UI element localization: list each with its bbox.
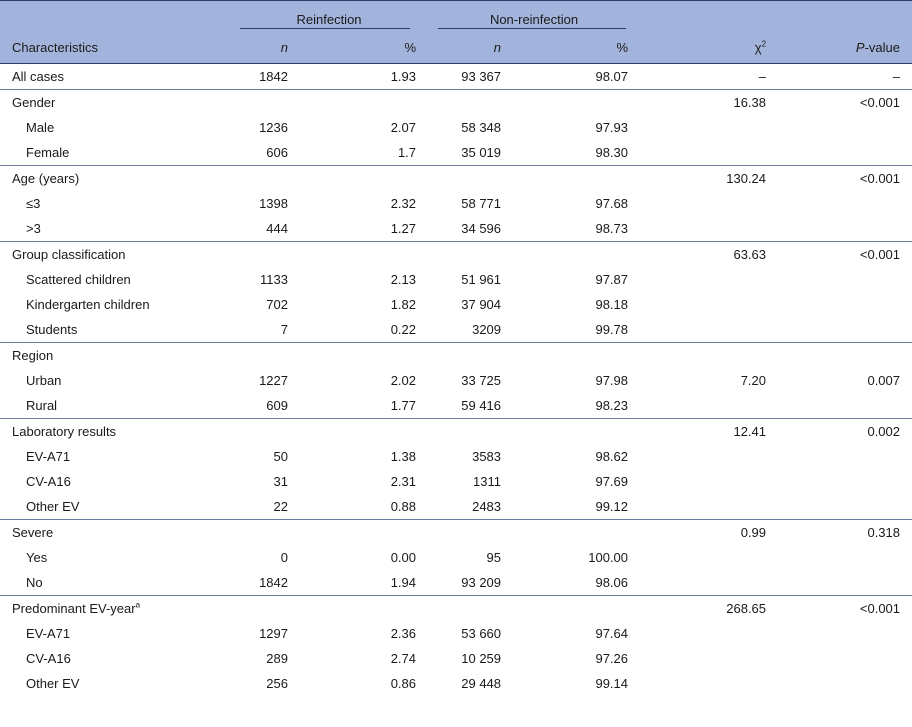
table-row [0, 646, 912, 671]
characteristic-label-text: Laboratory results [12, 424, 117, 439]
table-body [0, 64, 912, 697]
table-row [0, 671, 912, 696]
table-section-row [0, 343, 912, 369]
p-value-cell [778, 570, 912, 596]
p-value-cell [778, 545, 912, 570]
reinfection-n-cell: 1236 [259, 120, 288, 135]
characteristic-label [0, 570, 230, 596]
reinfection-pct-cell [300, 520, 428, 546]
table-row [0, 140, 912, 166]
reinfection-group-header [230, 1, 428, 32]
non-reinfection-pct-cell: 97.69 [595, 474, 629, 489]
table-row [0, 570, 912, 596]
chi-square-cell [640, 545, 778, 570]
characteristic-label-text: Other EV [26, 499, 80, 514]
characteristic-label-text: Age (years) [12, 171, 80, 186]
characteristic-label-text: Male [26, 120, 55, 135]
table-row [0, 216, 912, 242]
characteristic-label [0, 267, 230, 292]
characteristic-label-text: Female [26, 145, 70, 160]
p-value-cell [778, 292, 912, 317]
non-reinfection-n-cell [428, 419, 513, 445]
characteristic-label [0, 671, 230, 696]
non-reinfection-pct-cell [513, 242, 640, 268]
p-value-cell [778, 115, 912, 140]
non-reinfection-n-cell [428, 90, 513, 116]
chi-square-cell: 7.20 [740, 373, 767, 388]
chi-square-cell [640, 671, 778, 696]
p-value-cell: <0.001 [778, 166, 912, 192]
reinfection-pct-cell: 1.7 [397, 145, 417, 160]
table-section-row [0, 166, 912, 192]
non-reinfection-underline [438, 28, 626, 29]
characteristic-label-text: Students [26, 322, 78, 337]
non-reinfection-pct-cell: 100.00 [588, 550, 629, 565]
characteristic-label-text: EV-A71 [26, 449, 71, 464]
non-reinfection-n-cell [428, 520, 513, 546]
characteristic-label [0, 90, 230, 116]
reinfection-pct-cell: 0.86 [390, 676, 417, 691]
non-reinfection-n-cell: 58 771 [461, 196, 502, 211]
non-reinfection-pct-cell: 99.14 [595, 676, 629, 691]
p-value-cell [778, 216, 912, 242]
p-value-header [778, 31, 912, 64]
chi-square-cell [640, 444, 778, 469]
characteristic-label-text: Kindergarten children [26, 297, 150, 312]
reinfection-n-cell: 7 [280, 322, 288, 337]
reinfection-pct-cell: 1.94 [390, 575, 417, 590]
characteristic-label-text: All cases [12, 69, 65, 84]
non-reinfection-n-cell: 29 448 [461, 676, 502, 691]
characteristic-label [0, 520, 230, 546]
table-row [0, 621, 912, 646]
reinfection-pct-cell: 2.36 [390, 626, 417, 641]
table-row [0, 191, 912, 216]
characteristic-label-text: No [26, 575, 43, 590]
non-reinfection-pct-cell: 98.06 [595, 575, 629, 590]
characteristic-label [0, 140, 230, 166]
reinfection-n-cell [230, 90, 300, 116]
reinfection-n-cell: 22 [273, 499, 288, 514]
non-reinfection-n-cell [428, 166, 513, 192]
chi-square-cell [640, 393, 778, 419]
reinfection-n-cell [230, 520, 300, 546]
table-section-row [0, 419, 912, 445]
reinfection-pct-cell: 1.77 [390, 398, 417, 413]
p-value-cell: <0.001 [778, 596, 912, 622]
p-value-cell [778, 393, 912, 419]
reinfection-n-cell: 0 [280, 550, 288, 565]
characteristic-label [0, 292, 230, 317]
table-row [0, 267, 912, 292]
p-value-cell [778, 469, 912, 494]
chi-square-cell [640, 317, 778, 343]
chi-square-cell: – [758, 69, 767, 84]
characteristic-label-text: CV-A16 [26, 651, 71, 666]
table-section-row [0, 520, 912, 546]
characteristic-label-text: Region [12, 348, 54, 363]
table-row [0, 494, 912, 520]
chi-square-cell [640, 494, 778, 520]
non-reinfection-pct-cell: 97.68 [595, 196, 629, 211]
reinfection-pct-cell: 2.32 [390, 196, 417, 211]
p-value-cell [778, 444, 912, 469]
table-row [0, 393, 912, 419]
table-row [0, 545, 912, 570]
characteristic-label [0, 115, 230, 140]
reinfection-underline [240, 28, 410, 29]
reinfection-pct-cell: 2.07 [390, 120, 417, 135]
p-value-cell: 0.007 [867, 373, 901, 388]
characteristic-label [0, 64, 230, 90]
p-value-cell [778, 343, 912, 369]
table-section-row [0, 64, 912, 90]
table-row [0, 368, 912, 393]
p-value-cell [778, 317, 912, 343]
chi-square-cell [640, 469, 778, 494]
non-reinfection-n-cell: 10 259 [461, 651, 502, 666]
characteristic-label [0, 317, 230, 343]
reinfection-n-cell [230, 419, 300, 445]
non-reinfection-n-cell: 1311 [473, 474, 502, 489]
non-reinfection-pct-header: % [513, 31, 640, 64]
p-value-cell: 0.318 [778, 520, 912, 546]
non-reinfection-n-cell: 37 904 [461, 297, 502, 312]
non-reinfection-pct-cell: 97.93 [595, 120, 629, 135]
reinfection-n-cell: 50 [273, 449, 288, 464]
reinfection-pct-cell: 2.13 [390, 272, 417, 287]
characteristic-label-text: Other EV [26, 676, 80, 691]
non-reinfection-n-cell: 93 209 [461, 575, 502, 590]
non-reinfection-n-cell: 53 660 [461, 626, 502, 641]
characteristic-label-text: EV-A71 [26, 626, 71, 641]
reinfection-header-label: Reinfection [296, 11, 362, 27]
p-value-cell [778, 140, 912, 166]
non-reinfection-pct-cell [513, 90, 640, 116]
p-value-suffix: -value [864, 39, 901, 55]
non-reinfection-pct-cell: 98.30 [595, 145, 629, 160]
non-reinfection-n-cell: 95 [486, 550, 502, 565]
reinfection-n-cell: 289 [266, 651, 288, 666]
characteristic-label [0, 646, 230, 671]
reinfection-n-cell: 1227 [259, 373, 288, 388]
reinfection-pct-cell: 1.27 [390, 221, 417, 236]
table-section-row [0, 242, 912, 268]
chi-square-cell: 16.38 [640, 90, 778, 116]
p-value-cell [778, 621, 912, 646]
non-reinfection-n-cell: 2483 [472, 499, 502, 514]
non-reinfection-pct-cell: 98.73 [595, 221, 629, 236]
non-reinfection-n-cell: 33 725 [461, 373, 502, 388]
characteristic-label-text: >3 [26, 221, 41, 236]
reinfection-pct-cell [300, 419, 428, 445]
characteristic-label [0, 621, 230, 646]
non-reinfection-group-header [428, 1, 640, 32]
characteristic-label [0, 368, 230, 393]
reinfection-n-cell [230, 596, 300, 622]
reinfection-pct-cell: 1.38 [390, 449, 417, 464]
reinfection-n-cell: 702 [266, 297, 288, 312]
chi-symbol: χ [754, 39, 762, 55]
non-reinfection-pct-cell: 97.26 [595, 651, 629, 666]
non-reinfection-pct-cell [513, 520, 640, 546]
characteristics-column-header: Characteristics [0, 31, 230, 64]
non-reinfection-n-cell: 34 596 [461, 221, 502, 236]
reinfection-pct-cell: 0.22 [390, 322, 417, 337]
characteristic-label [0, 166, 230, 192]
characteristic-label-text: Urban [26, 373, 62, 388]
table-row [0, 444, 912, 469]
non-reinfection-n-cell: 35 019 [461, 145, 502, 160]
non-reinfection-pct-cell: 98.18 [595, 297, 629, 312]
table-row [0, 292, 912, 317]
p-value-cell: – [892, 69, 901, 84]
header-spacer [0, 1, 230, 32]
header-spacer [640, 1, 778, 32]
non-reinfection-pct-cell: 97.87 [595, 272, 629, 287]
characteristic-label-text: Rural [26, 398, 58, 413]
characteristic-label [0, 469, 230, 494]
reinfection-n-cell: 1297 [259, 626, 288, 641]
chi-square-cell [640, 621, 778, 646]
chi-square-cell [640, 570, 778, 596]
reinfection-n-cell: 606 [266, 145, 288, 160]
reinfection-pct-cell [300, 242, 428, 268]
p-value-cell [778, 267, 912, 292]
characteristic-label [0, 596, 230, 622]
reinfection-n-header: n [230, 31, 300, 64]
characteristic-label [0, 216, 230, 242]
characteristic-label-text: Scattered children [26, 272, 131, 287]
non-reinfection-pct-cell [513, 343, 640, 369]
reinfection-n-cell: 256 [266, 676, 288, 691]
non-reinfection-pct-cell: 99.12 [595, 499, 629, 514]
table-section-row [0, 90, 912, 116]
non-reinfection-pct-cell: 98.62 [595, 449, 629, 464]
non-reinfection-pct-cell: 99.78 [595, 322, 629, 337]
reinfection-pct-cell: 2.74 [390, 651, 417, 666]
reinfection-n-cell: 1842 [259, 575, 288, 590]
reinfection-n-cell: 1842 [259, 69, 288, 84]
chi-square-cell: 268.65 [640, 596, 778, 622]
characteristic-label-text: Yes [26, 550, 48, 565]
reinfection-n-cell: 1398 [259, 196, 288, 211]
characteristic-label [0, 242, 230, 268]
chi-superscript: 2 [761, 39, 767, 49]
chi-square-cell [640, 267, 778, 292]
characteristic-label [0, 494, 230, 520]
reinfection-n-cell [230, 166, 300, 192]
characteristic-label-text: Group classification [12, 247, 126, 262]
chi-square-cell [640, 646, 778, 671]
reinfection-pct-cell: 1.82 [390, 297, 417, 312]
non-reinfection-n-cell: 59 416 [461, 398, 502, 413]
non-reinfection-n-cell [428, 242, 513, 268]
reinfection-pct-cell [300, 90, 428, 116]
non-reinfection-pct-cell [513, 419, 640, 445]
non-reinfection-n-cell [428, 343, 513, 369]
characteristic-label [0, 393, 230, 419]
non-reinfection-pct-cell [513, 596, 640, 622]
characteristic-label [0, 545, 230, 570]
characteristic-label [0, 444, 230, 469]
non-reinfection-pct-cell: 98.07 [595, 69, 629, 84]
p-value-cell: <0.001 [778, 242, 912, 268]
reinfection-pct-cell: 1.93 [390, 69, 417, 84]
p-letter: P [855, 39, 865, 55]
non-reinfection-n-cell: 51 961 [461, 272, 502, 287]
non-reinfection-n-header: n [428, 31, 513, 64]
p-value-cell: <0.001 [778, 90, 912, 116]
chi-square-header [640, 31, 778, 64]
reinfection-pct-cell: 0.00 [390, 550, 417, 565]
characteristic-label [0, 343, 230, 369]
reinfection-n-cell: 31 [273, 474, 288, 489]
characteristic-label-text: ≤3 [26, 196, 41, 211]
reinfection-pct-header: % [300, 31, 428, 64]
table-row [0, 115, 912, 140]
reinfection-n-cell: 1133 [260, 272, 288, 287]
chi-square-cell [640, 216, 778, 242]
non-reinfection-pct-cell [513, 166, 640, 192]
non-reinfection-n-cell: 3209 [472, 322, 502, 337]
chi-square-cell: 12.41 [640, 419, 778, 445]
p-value-cell [778, 671, 912, 696]
p-value-cell [778, 494, 912, 520]
reinfection-n-cell [230, 343, 300, 369]
chi-square-cell [640, 140, 778, 166]
reinfection-n-cell: 444 [266, 221, 288, 236]
non-reinfection-header-label: Non-reinfection [489, 11, 579, 27]
reinfection-pct-cell: 0.88 [390, 499, 417, 514]
reinfection-n-cell: 609 [266, 398, 288, 413]
chi-square-cell: 0.99 [640, 520, 778, 546]
chi-square-cell: 63.63 [640, 242, 778, 268]
characteristic-label [0, 419, 230, 445]
footnote-marker: a [135, 600, 141, 610]
p-value-cell: 0.002 [778, 419, 912, 445]
characteristic-label [0, 191, 230, 216]
table-row [0, 317, 912, 343]
table-section-row [0, 596, 912, 622]
table-header [0, 1, 912, 64]
chi-square-cell [640, 115, 778, 140]
non-reinfection-n-cell: 58 348 [461, 120, 502, 135]
characteristic-label-text: Predominant EV-year [12, 601, 136, 616]
p-value-cell [778, 191, 912, 216]
non-reinfection-n-cell: 93 367 [461, 69, 502, 84]
non-reinfection-pct-cell: 97.98 [595, 373, 629, 388]
non-reinfection-n-cell: 3583 [472, 449, 502, 464]
reinfection-pct-cell: 2.02 [390, 373, 417, 388]
non-reinfection-n-cell [428, 596, 513, 622]
chi-square-cell [640, 292, 778, 317]
chi-square-cell [640, 343, 778, 369]
reinfection-pct-cell [300, 166, 428, 192]
header-spacer [778, 1, 912, 32]
characteristic-label-text: Gender [12, 95, 56, 110]
reinfection-pct-cell [300, 343, 428, 369]
reinfection-pct-cell: 2.31 [390, 474, 417, 489]
non-reinfection-pct-cell: 97.64 [595, 626, 629, 641]
reinfection-pct-cell [300, 596, 428, 622]
table-row [0, 469, 912, 494]
chi-square-cell: 130.24 [640, 166, 778, 192]
p-value-cell [778, 646, 912, 671]
characteristic-label-text: CV-A16 [26, 474, 71, 489]
reinfection-n-cell [230, 242, 300, 268]
non-reinfection-pct-cell: 98.23 [595, 398, 629, 413]
chi-square-cell [640, 191, 778, 216]
characteristic-label-text: Severe [12, 525, 54, 540]
